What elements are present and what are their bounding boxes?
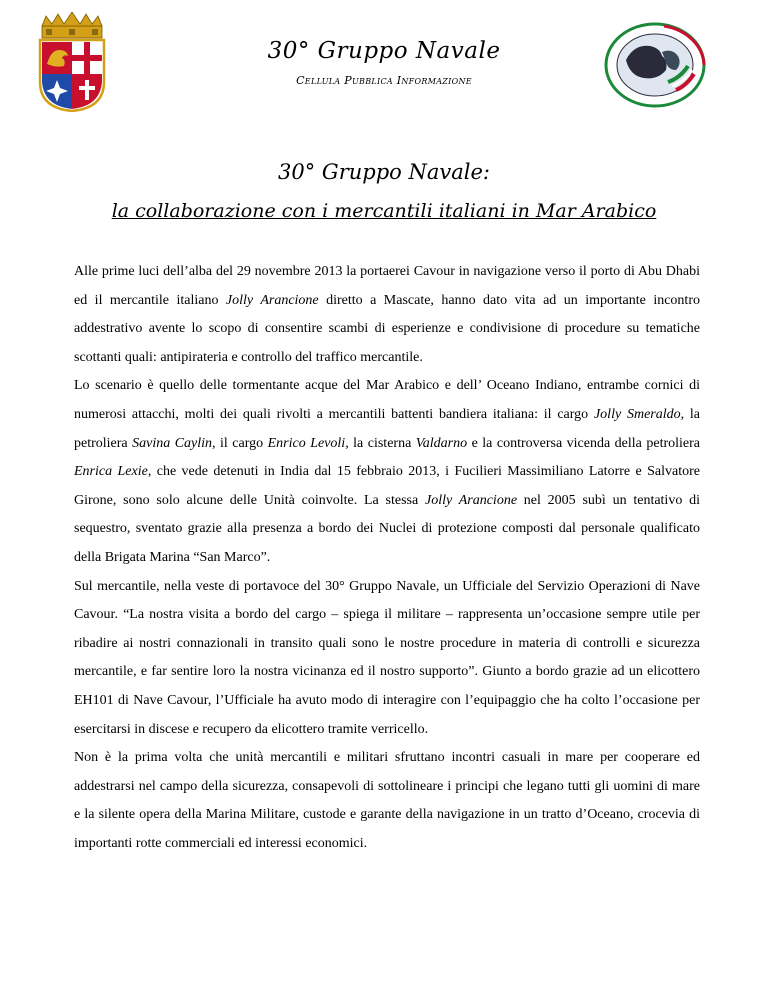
ship-name: Jolly Arancione [225, 292, 319, 308]
text-run: nel 2005 subì un tentativo di sequestro, sventato grazie alla presenza a bordo dei Nuclei di protezione composti dal personale qualificato della Brigata Marina “San Marco”. [74, 492, 700, 565]
paragraph-4: Non è la prima volta che unità mercantili e militari sfruttano incontri casuali in mare per cooperare ed addestrarsi nel campo della sicurezza, consapevoli di sottolineare i principi che legano tutti gli uomini di mare e la silente opera della Marina Militare, custode e garante della navigazione in un tratto d’Oceano, crocevia di importanti rotte commerciali ed interessi economici. [74, 750, 700, 851]
ship-name: Jolly Arancione [424, 492, 518, 508]
text-run: , la cisterna [345, 435, 416, 451]
naval-crown-icon [42, 12, 102, 38]
text-run: Alle prime luci dell’alba del 29 novembre 2013 la portaerei Cavour in navigazione verso il porto di Abu Dhabi ed il mercantile italiano [74, 264, 700, 308]
ship-name: Enrico Levoli [267, 435, 346, 451]
text-run: , che vede detenuti in India dal 15 febbraio 2013, i Fucilieri Massimiliano Latorre e Salvatore Girone, sono solo alcune delle Unità coinvolte. La stessa [74, 464, 700, 508]
ship-name: Savina Caylin [132, 435, 213, 451]
article-body [74, 258, 700, 858]
text-run: Lo scenario è quello delle tormentante acque del Mar Arabico e dell’ Oceano Indiano, entrambe cornici di numerosi attacchi, molti dei quali rivolti a mercantili battenti bandiera italiana: il cargo [74, 378, 700, 422]
paragraph-3: Sul mercantile, nella veste di portavoce del 30° Gruppo Navale, un Ufficiale del Servizio Operazioni di Nave Cavour. “La nostra visita a bordo del cargo – spiega il militare – rappresenta un’occasione sempre utile per ribadire ai nostri connazionali in transito quali sono le nostre procedure in materia di controlli e sicurezza mercantile, e far sentire loro la nostra vicinanza ed il nostro supporto”. Giunto a bordo grazie ad un elicottero EH101 di Nave Cavour, l’Ufficiale ha avuto modo di interagire con l’equipaggio che ha colto l’occasione per esercitarsi in discese e recupero da elicottero tramite verricello. [74, 578, 700, 737]
text-run: diretto a Mascate, hanno dato vita ad un importante incontro addestrativo avente lo scopo di consentire scambi di esperienze e condivisione di procedure su tematiche scottanti quali: antipirateria e controllo del traffico mercantile. [74, 292, 700, 365]
ship-name: Enrica Lexie [74, 464, 148, 480]
text-run: , il cargo [212, 435, 268, 451]
article-title-line2: la collaborazione con i mercantili italiani in Mar Arabico [111, 200, 657, 222]
text-run: , la petroliera [74, 406, 701, 451]
ship-name: Valdarno [415, 435, 468, 451]
task-force-emblem-logo [604, 22, 706, 108]
article-title-line1: 30° Gruppo Navale: [278, 160, 490, 184]
header-subtitle: Cellula Pubblica Informazione [296, 74, 472, 87]
header-title: 30° Gruppo Navale [267, 38, 501, 64]
text-run: e la controversa vicenda della petroliera [467, 435, 700, 451]
paragraph-1 [74, 258, 700, 372]
paragraph-2 [74, 372, 700, 572]
ship-name: Jolly Smeraldo [593, 406, 681, 422]
